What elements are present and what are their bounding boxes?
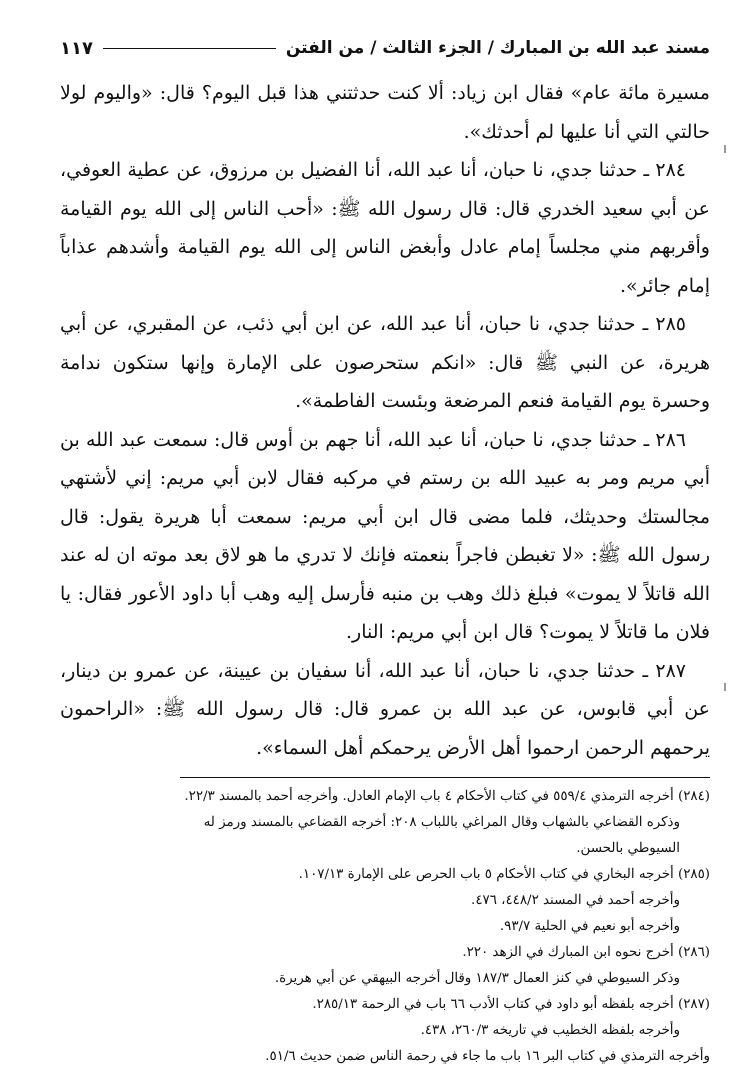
paragraph-hadith-286: ٢٨٦ ـ حدثنا جدي، نا حبان، أنا عبد الله، أنا جهم بن أوس قال: سمعت عبد الله بن أبي مريم ومر به عبيد الله بن رستم في مركبه فقال لابن أبي مريم: إني لأشتهي مجالستك وحديثك، فلما مضى قال ابن أبي مريم: سمعت أبا هريرة يقول: قال رسول الله ﷺ: «لا تغبطن فاجراً بنعمته فإنك لا تدري ما هو لاق بعد موته ان له عند الله قاتلاً لا يموت» فبلغ ذلك وهب بن منبه فأرسل إليه وهب أبا داود الأعور فقال: يا فلان ما قاتلاً لا يموت؟ قال ابن أبي مريم: النار. [60, 428, 710, 643]
footnote: (٢٨٧) أخرجه بلفظه أبو داود في كتاب الأدب ٦٦ باب في الرحمة ٢٨٥/١٣. [312, 997, 710, 1012]
footnote: وأخرجه بلفظه الخطيب في تاريخه ٢٦٠/٣، ٤٣٨. [420, 1023, 680, 1038]
footnote: وذكره القضاعي بالشهاب وقال المراغي باللباب ٢٠٨: أخرجه القضاعي بالمسند ورمز له السيوطي بالحسن. [203, 815, 680, 856]
footnote: وأخرجه أبو نعيم في الحلية ٩٣/٧. [499, 919, 680, 934]
paragraph-hadith-287: ٢٨٧ ـ حدثنا جدي، نا حبان، أنا عبد الله، أنا سفيان بن عيينة، عن عمرو بن دينار، عن أبي قابوس، عن عبد الله بن عمرو قال: قال رسول الله ﷺ: «الراحمون يرحمهم الرحمن ارحموا أهل الأرض يرحمكم أهل السماء». [60, 659, 710, 759]
page-number: ١١٧ [60, 37, 93, 59]
footnote: وأخرجه أحمد في المسند ٤٤٨/٢، ٤٧٦. [471, 893, 680, 908]
footnote: (٢٨٦) أخرج نحوه ابن المبارك في الزهد ٢٢٠. [462, 945, 710, 960]
footnote: وأخرجه الترمذي في كتاب البر ١٦ باب ما جاء في رحمة الناس ضمن حديث ٥١/٦. [265, 1049, 710, 1064]
scan-mark [724, 683, 726, 691]
footnote: وذكر السيوطي في كنز العمال ١٨٧/٣ وقال أخرجه البيهقي عن أبي هريرة. [274, 971, 680, 986]
scan-mark [724, 145, 726, 153]
header-rule [103, 48, 276, 49]
header-title: مسند عبد الله بن المبارك / الجزء الثالث / من الفتن [285, 38, 710, 58]
book-page [60, 34, 710, 1064]
footnote: (٢٨٥) أخرجه البخاري في كتاب الأحكام ٥ باب الحرص على الإمارة ١٠٧/١٣. [298, 867, 710, 882]
footnote: (٢٨٤) أخرجه الترمذي ٥٥٩/٤ في كتاب الأحكام ٤ باب الإمام العادل. وأخرجه أحمد بالمسند ٢٢/٣. [184, 789, 710, 804]
footnotes [180, 777, 710, 1070]
paragraph-hadith-284: ٢٨٤ ـ حدثنا جدي، نا حبان، أنا عبد الله، أنا الفضيل بن مرزوق، عن عطية العوفي، عن أبي سعيد الخدري قال: قال رسول الله ﷺ: «أحب الناس إلى الله يوم القيامة وأقربهم مني مجلساً إمام عادل وأبغض الناس إلى الله يوم القيامة وأشدهم عذاباً إمام جائر». [60, 159, 710, 297]
paragraph-hadith-285: ٢٨٥ ـ حدثنا جدي، نا حبان، أنا عبد الله، عن ابن أبي ذئب، عن المقبري، عن أبي هريرة، عن النبي ﷺ قال: «انكم ستحرصون على الإمارة وإنها ستكون ندامة وحسرة يوم القيامة فنعم المرضعة وبئست الفاطمة». [60, 313, 710, 412]
main-text [60, 74, 710, 767]
paragraph: مسيرة مائة عام» فقال ابن زياد: ألا كنت حدثتني هذا قبل اليوم؟ قال: «واليوم لولا حالتي التي أنا عليها لم أحدثك». [60, 82, 710, 143]
running-header [60, 34, 710, 62]
